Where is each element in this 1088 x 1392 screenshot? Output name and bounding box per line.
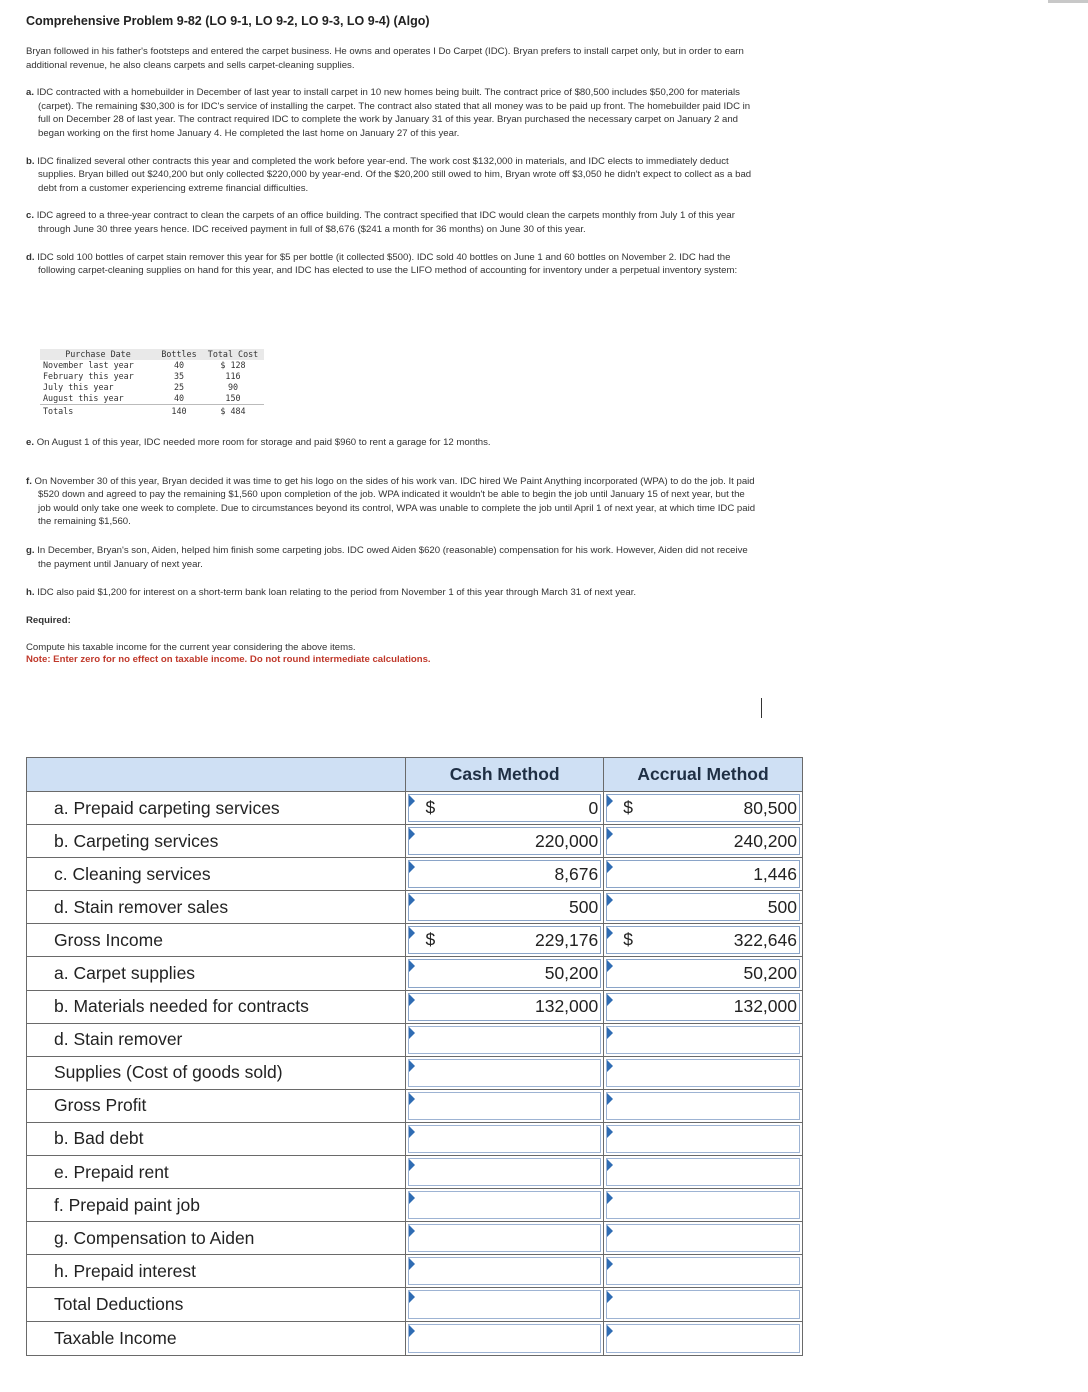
inventory-table [40, 349, 264, 417]
inventory-row [40, 360, 264, 371]
accrual-cell [604, 957, 802, 989]
accrual-amount-input[interactable] [606, 827, 800, 855]
inventory-cell: $ 484 [202, 405, 264, 418]
cash-amount-input[interactable] [408, 794, 601, 822]
cash-cell [406, 891, 604, 923]
cash-amount-input[interactable] [408, 860, 601, 888]
accrual-amount-input[interactable] [606, 959, 800, 987]
inventory-cell: November last year [43, 360, 134, 370]
accrual-cell [604, 1090, 802, 1122]
inventory-cell: Totals [40, 405, 156, 418]
required-label: Required: [26, 614, 71, 626]
amount-value: 500 [569, 896, 599, 917]
cash-amount-input[interactable] [408, 993, 601, 1021]
row-label: Gross Profit [27, 1090, 406, 1122]
row-label: f. Prepaid paint job [27, 1189, 406, 1221]
row-label: Taxable Income [27, 1322, 406, 1355]
accrual-cell [604, 825, 802, 857]
item-g [26, 544, 756, 571]
cash-amount-input[interactable] [408, 1257, 601, 1285]
accrual-cell [604, 1189, 802, 1221]
amount-value: 50,200 [544, 963, 599, 984]
cash-cell [406, 1024, 604, 1056]
cell-marker-icon [607, 828, 613, 840]
grid-row [27, 891, 802, 924]
cell-marker-icon [409, 1325, 415, 1337]
row-label: b. Bad debt [27, 1123, 406, 1155]
grid-row [27, 825, 802, 858]
cell-marker-icon [607, 1192, 613, 1204]
row-label: c. Cleaning services [27, 858, 406, 890]
accrual-cell [604, 924, 802, 956]
dollar-sign: $ [623, 797, 633, 818]
cell-marker-icon [607, 894, 613, 906]
grid-header-row [27, 758, 802, 792]
cash-cell [406, 792, 604, 824]
cash-amount-input[interactable] [408, 1125, 601, 1153]
cell-marker-icon [409, 1192, 415, 1204]
cell-marker-icon [409, 1291, 415, 1303]
inventory-row [40, 393, 264, 405]
row-label: Supplies (Cost of goods sold) [27, 1057, 406, 1089]
amount-value: 132,000 [534, 996, 599, 1017]
accrual-cell [604, 1156, 802, 1188]
grid-row [27, 924, 802, 957]
cash-amount-input[interactable] [408, 1191, 601, 1219]
cash-cell [406, 1222, 604, 1254]
cell-marker-icon [409, 894, 415, 906]
cell-marker-icon [409, 927, 415, 939]
grid-header-blank [27, 758, 406, 791]
inventory-cell: 150 [225, 393, 241, 403]
cash-amount-input[interactable] [408, 926, 601, 954]
grid-row [27, 1189, 802, 1222]
cash-cell [406, 991, 604, 1023]
amount-value: 500 [767, 896, 797, 917]
grid-row [27, 1322, 802, 1355]
row-label: Total Deductions [27, 1288, 406, 1320]
item-text: IDC contracted with a homebuilder in December of last year to install carpet in 10 new homes being built. The contract price of $80,500 includes $50,200 for materials (carpet). The remaining $30,300 is for IDC's service of installing the carpet. The contract also stated that all money was to be paid up front. The homebuilder paid IDC in full on December 28 of last year. The contract required IDC to complete the work by January 31 of this year. Bryan purchased the necessary carpet on January 2 and began working on the first home January 4. He completed the last home on January 27 of this year. [36, 87, 751, 139]
cell-marker-icon [607, 861, 613, 873]
item-text: IDC also paid $1,200 for interest on a short-term bank loan relating to the period from November 1 of this year through March 31 of next year. [37, 587, 637, 599]
cell-marker-icon [607, 1093, 613, 1105]
cash-amount-input[interactable] [408, 1026, 601, 1054]
text-cursor [761, 698, 762, 718]
item-text: On August 1 of this year, IDC needed more room for storage and paid $960 to rent a garage for 12 months. [36, 437, 491, 448]
item-text: IDC finalized several other contracts this year and completed the work before year-end. The work cost $132,000 in materials, and IDC elects to immediately deduct supplies. Bryan billed out $240,200 but only collected $220,000 by year-end. Of the $20,200 still owed to him, Bryan wrote off $3,050 he didn't expect to collect as a bad debt from a customer experiencing extreme financial difficulties. [37, 155, 752, 194]
item-text: On November 30 of this year, Bryan decided it was time to get his logo on the sides of his work van. IDC hired We Paint Anything incorporated (WPA) to do the job. It paid $520 down and agreed to pay the remaining $1,560 upon completion of the job. WPA indicated it wouldn't be able to begin the job until January 15 of next year, but the job would only take one week to complete. Due to circumstances beyond its control, WPA was unable to complete the job until April 1 of next year, at which time IDC paid the remaining $1,560. [34, 475, 756, 528]
accrual-cell [604, 991, 802, 1023]
accrual-amount-input[interactable] [606, 1158, 800, 1186]
accrual-cell [604, 858, 802, 890]
accrual-cell [604, 792, 802, 824]
inventory-cell: 116 [225, 371, 241, 381]
inventory-totals-row [40, 405, 264, 418]
grid-row [27, 1255, 802, 1288]
amount-value: 132,000 [733, 996, 797, 1017]
cash-cell [406, 1322, 604, 1355]
row-label: d. Stain remover sales [27, 891, 406, 923]
cell-marker-icon [409, 1093, 415, 1105]
grid-row [27, 1156, 802, 1189]
row-label: h. Prepaid interest [27, 1255, 406, 1287]
item-d [26, 251, 756, 278]
cash-amount-input[interactable] [408, 1324, 601, 1353]
cash-cell [406, 858, 604, 890]
grid-row [27, 957, 802, 990]
inventory-header: Purchase Date [40, 349, 156, 360]
row-label: b. Materials needed for contracts [27, 991, 406, 1023]
cash-cell [406, 1189, 604, 1221]
accrual-amount-input[interactable] [606, 1290, 800, 1318]
inventory-row [40, 371, 264, 382]
cash-amount-input[interactable] [408, 1290, 601, 1318]
accrual-cell [604, 1024, 802, 1056]
row-label: a. Carpet supplies [27, 957, 406, 989]
inventory-cell: 35 [173, 371, 185, 381]
inventory-cell: 40 [173, 393, 185, 403]
note-text: Note: Enter zero for no effect on taxable income. Do not round intermediate calculations. [26, 654, 431, 666]
item-text: IDC agreed to a three-year contract to clean the carpets of an office building. The contract specified that IDC would clean the carpets monthly from July 1 of this year through June 30 three years hence. IDC received payment in full of $8,676 ($241 a month for 36 months) on June 30 of this year. [36, 210, 735, 235]
item-letter: c. [26, 210, 35, 222]
item-e [26, 436, 756, 450]
cash-cell [406, 1123, 604, 1155]
amount-value: 8,676 [554, 863, 599, 884]
cell-marker-icon [409, 994, 415, 1006]
accrual-cell [604, 1322, 802, 1355]
amount-value: 50,200 [743, 963, 797, 984]
accrual-cell [604, 891, 802, 923]
accrual-amount-input[interactable] [606, 993, 800, 1021]
accrual-amount-input[interactable] [606, 1026, 800, 1054]
cash-cell [406, 825, 604, 857]
cash-cell [406, 1090, 604, 1122]
cash-cell [406, 957, 604, 989]
cash-cell [406, 1057, 604, 1089]
cell-marker-icon [409, 1060, 415, 1072]
cell-marker-icon [409, 1126, 415, 1138]
inventory-header: Bottles [156, 349, 202, 360]
item-letter: g. [26, 544, 35, 556]
problem-title: Comprehensive Problem 9-82 (LO 9-1, LO 9-2, LO 9-3, LO 9-4) (Algo) [26, 14, 430, 28]
amount-value: 0 [588, 797, 599, 818]
answer-grid [26, 757, 803, 1356]
cell-marker-icon [409, 1225, 415, 1237]
item-letter: e. [26, 437, 35, 448]
accrual-cell [604, 1255, 802, 1287]
cell-marker-icon [607, 1027, 613, 1039]
inventory-cell: 90 [227, 382, 239, 392]
grid-row [27, 1057, 802, 1090]
inventory-cell: $ 128 [220, 360, 246, 370]
top-edge-bar [1048, 0, 1088, 3]
cell-marker-icon [607, 927, 613, 939]
grid-row [27, 1123, 802, 1156]
amount-value: 240,200 [733, 830, 797, 851]
item-f [26, 475, 756, 529]
item-c [26, 209, 756, 236]
accrual-amount-input[interactable] [606, 1059, 800, 1087]
accrual-cell [604, 1057, 802, 1089]
cell-marker-icon [607, 960, 613, 972]
inventory-header: Total Cost [202, 349, 264, 360]
instruction-text: Compute his taxable income for the current year considering the above items. [26, 641, 356, 653]
row-label: e. Prepaid rent [27, 1156, 406, 1188]
dollar-sign: $ [425, 929, 436, 950]
cell-marker-icon [409, 1258, 415, 1270]
cash-amount-input[interactable] [408, 1158, 601, 1186]
item-letter: d. [26, 251, 35, 263]
cell-marker-icon [409, 795, 415, 807]
amount-value: 220,000 [534, 830, 599, 851]
inventory-cell: August this year [43, 393, 124, 403]
accrual-method-header: Accrual Method [637, 764, 769, 784]
intro-paragraph: Bryan followed in his father's footsteps and entered the carpet business. He owns and operates I Do Carpet (IDC). Bryan prefers to install carpet only, but in order to earn additional revenue, he also cleans carpets and sells carpet-cleaning supplies. [26, 46, 744, 71]
cell-marker-icon [409, 828, 415, 840]
item-a [26, 86, 756, 140]
cell-marker-icon [607, 1225, 613, 1237]
item-h [26, 586, 756, 600]
accrual-cell [604, 1288, 802, 1320]
cell-marker-icon [607, 1126, 613, 1138]
accrual-amount-input[interactable] [606, 860, 800, 888]
cell-marker-icon [607, 1325, 613, 1337]
inventory-cell: July this year [43, 382, 114, 392]
problem-text-continued [26, 436, 756, 665]
row-label: d. Stain remover [27, 1024, 406, 1056]
item-letter: h. [26, 587, 35, 599]
cell-marker-icon [409, 861, 415, 873]
cell-marker-icon [607, 994, 613, 1006]
grid-row [27, 792, 802, 825]
accrual-amount-input[interactable] [606, 1224, 800, 1252]
cell-marker-icon [409, 960, 415, 972]
grid-row [27, 991, 802, 1024]
cell-marker-icon [409, 1027, 415, 1039]
dollar-sign: $ [623, 929, 633, 950]
accrual-amount-input[interactable] [606, 893, 800, 921]
amount-value: 80,500 [743, 797, 797, 818]
accrual-amount-input[interactable] [606, 1191, 800, 1219]
inventory-cell: February this year [43, 371, 134, 381]
cash-method-header: Cash Method [406, 758, 604, 791]
amount-value: 1,446 [753, 863, 797, 884]
cell-marker-icon [607, 795, 613, 807]
inventory-cell: 25 [173, 382, 185, 392]
grid-row [27, 1288, 802, 1321]
item-letter: a. [26, 87, 35, 99]
inventory-cell: 40 [173, 360, 185, 370]
accrual-amount-input[interactable] [606, 1257, 800, 1285]
cash-cell [406, 1288, 604, 1320]
item-letter: b. [26, 155, 35, 167]
inventory-header-row [40, 349, 264, 360]
grid-row [27, 1222, 802, 1255]
dollar-sign: $ [425, 797, 436, 818]
problem-text [26, 14, 756, 278]
cell-marker-icon [607, 1159, 613, 1171]
grid-row [27, 858, 802, 891]
cell-marker-icon [607, 1291, 613, 1303]
row-label: a. Prepaid carpeting services [27, 792, 406, 824]
accrual-amount-input[interactable] [606, 794, 800, 822]
grid-row [27, 1090, 802, 1123]
grid-body [27, 792, 802, 1355]
cash-cell [406, 1156, 604, 1188]
item-text: In December, Bryan's son, Aiden, helped him finish some carpeting jobs. IDC owed Aiden $620 (reasonable) compensation for his work. However, Aiden did not receive the payment until January of next year. [37, 544, 748, 570]
cash-amount-input[interactable] [408, 893, 601, 921]
cash-cell [406, 924, 604, 956]
cash-amount-input[interactable] [408, 959, 601, 987]
cell-marker-icon [607, 1060, 613, 1072]
accrual-amount-input[interactable] [606, 926, 800, 954]
cell-marker-icon [607, 1258, 613, 1270]
cash-amount-input[interactable] [408, 1224, 601, 1252]
grid-row [27, 1024, 802, 1057]
item-text: IDC sold 100 bottles of carpet stain remover this year for $5 per bottle (it collected $500). IDC sold 40 bottles on June 1 and 60 bottles on November 2. IDC had the following carpet-cleaning supplies on hand for this year, and IDC has elected to use the LIFO method of accounting for inventory under a perpetual inventory system: [37, 251, 738, 277]
cash-amount-input[interactable] [408, 827, 601, 855]
accrual-amount-input[interactable] [606, 1324, 800, 1353]
item-b [26, 155, 756, 196]
row-label: Gross Income [27, 924, 406, 956]
row-label: g. Compensation to Aiden [27, 1222, 406, 1254]
cash-amount-input[interactable] [408, 1092, 601, 1120]
cell-marker-icon [409, 1159, 415, 1171]
accrual-amount-input[interactable] [606, 1125, 800, 1153]
amount-value: 229,176 [534, 929, 599, 950]
row-label: b. Carpeting services [27, 825, 406, 857]
accrual-amount-input[interactable] [606, 1092, 800, 1120]
accrual-cell [604, 1123, 802, 1155]
cash-amount-input[interactable] [408, 1059, 601, 1087]
cash-cell [406, 1255, 604, 1287]
item-letter: f. [26, 475, 32, 487]
inventory-row [40, 382, 264, 393]
accrual-cell [604, 1222, 802, 1254]
inventory-cell: 140 [156, 405, 202, 418]
amount-value: 322,646 [733, 929, 797, 950]
